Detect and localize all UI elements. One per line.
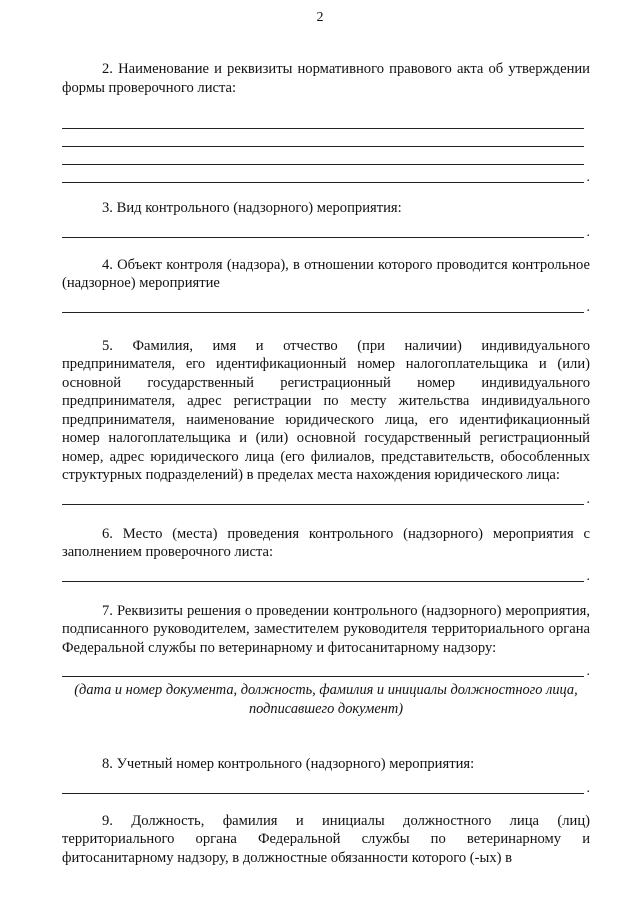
section-7-text: 7. Реквизиты решения о проведении контрольного (надзорного) мероприятия, подписанного руководителем, заместителем руководителя территориального органа Федеральной службы по ветеринарному и фитосанитарному надзору: bbox=[62, 602, 590, 656]
fill-line[interactable] bbox=[62, 147, 584, 165]
section-5-fill-lines bbox=[62, 487, 590, 505]
section-8-fill-lines bbox=[62, 776, 590, 794]
section-4-text: 4. Объект контроля (надзора), в отношении которого проводится контрольное (надзорное) мероприятие bbox=[62, 256, 590, 291]
form-content bbox=[62, 60, 590, 867]
page-number: 2 bbox=[316, 10, 324, 25]
fill-line[interactable] bbox=[62, 165, 584, 183]
fill-line[interactable] bbox=[62, 129, 584, 147]
section-3-text: 3. Вид контрольного (надзорного) мероприятия: bbox=[102, 200, 402, 216]
section-4-fill-lines bbox=[62, 295, 590, 313]
section-6-fill-lines bbox=[62, 564, 590, 582]
section-6-text: 6. Место (места) проведения контрольного (надзорного) мероприятия с заполнением проверочного листа: bbox=[62, 525, 590, 560]
section-5-text: 5. Фамилия, имя и отчество (при наличии) индивидуального предпринимателя, его идентификационный номер налогоплательщика и (или) основной государственный регистрационный номер индивидуального предпринимателя, адрес регистрации по месту жительства индивидуального предпринимателя, наименование юридического лица, его идентификационный номер налогоплательщика и (или) основной государственный регистрационный номер, адрес юридического лица (его филиалов, представительств, обособленных структурных подразделений) в пределах места нахождения юридического лица: bbox=[62, 337, 590, 483]
section-8-text: 8. Учетный номер контрольного (надзорного) мероприятия: bbox=[102, 756, 475, 772]
fill-line[interactable] bbox=[62, 220, 584, 238]
fill-line[interactable] bbox=[62, 776, 584, 794]
section-3-fill-lines bbox=[62, 220, 590, 238]
section-2-text: 2. Наименование и реквизиты нормативного правового акта об утверждении формы проверочного листа: bbox=[62, 61, 590, 96]
section-9-text: 9. Должность, фамилия и инициалы должностного лица (лиц) территориального органа Федеральной службы по ветеринарному и фитосанитарному надзору, в должностные обязанности которого (-ых) в bbox=[62, 812, 590, 866]
fill-line[interactable] bbox=[62, 111, 584, 129]
section-7-note: (дата и номер документа, должность, фамилия и инициалы должностного лица, подписавшего документ) bbox=[74, 682, 578, 717]
fill-line[interactable] bbox=[62, 659, 584, 677]
section-7-fill-lines bbox=[62, 659, 590, 677]
section-2-fill-lines bbox=[62, 111, 590, 183]
fill-line[interactable] bbox=[62, 487, 584, 505]
fill-line[interactable] bbox=[62, 295, 584, 313]
fill-line[interactable] bbox=[62, 564, 584, 582]
